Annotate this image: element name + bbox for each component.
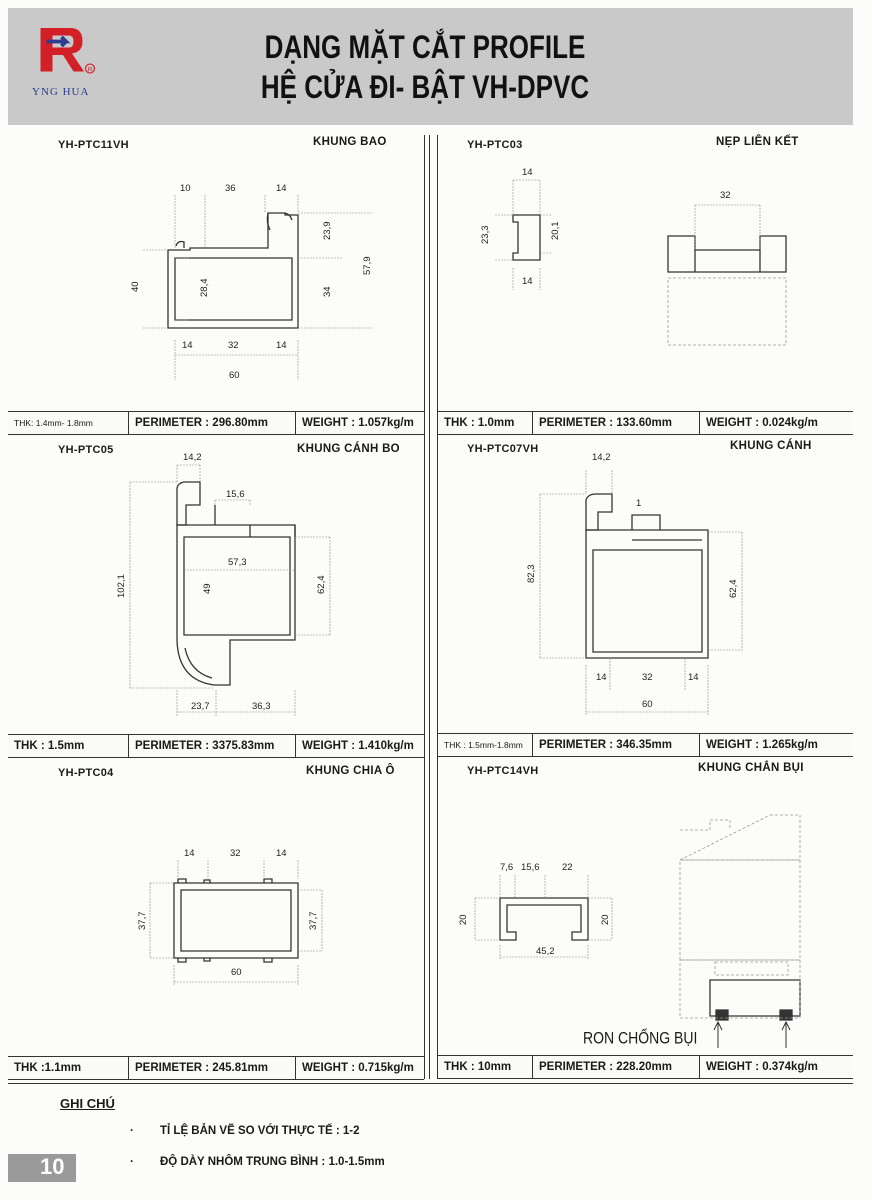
profile-code: YH-PTC03 [467,139,523,151]
dim-label: 57,9 [362,256,373,275]
perimeter: PERIMETER : 3375.83mm [129,735,296,757]
note-item: · TỈ LỆ BẢN VẼ SO VỚI THỰC TẾ : 1-2 [130,1125,360,1137]
dim-label: 15,6 [521,862,540,873]
dim-label: 10 [180,183,191,194]
profile-name: KHUNG CHẮN BỤI [698,762,804,774]
dim-label: 62,4 [316,575,327,594]
logo-text: YNG HUA [32,86,90,98]
dim-label: 14,2 [183,452,202,463]
dim-label: 60 [642,699,653,710]
dim-label: 14 [276,340,287,351]
thickness: THK: 1.4mm- 1.8mm [8,412,129,434]
dim-label: 49 [202,583,213,594]
weight: WEIGHT : 0.374kg/m [706,1061,818,1073]
profile-name: NẸP LIÊN KẾT [716,136,799,148]
thickness: THK : 1.0mm [438,412,533,434]
profile-code: YH-PTC14VH [467,765,539,777]
profile-code: YH-PTC05 [58,444,114,456]
dim-label: 82,3 [526,564,537,583]
perimeter: PERIMETER : 296.80mm [129,412,296,434]
dim-label: 36 [225,183,236,194]
thickness: THK : 10mm [438,1056,533,1078]
dim-label: 7,6 [500,862,514,873]
dim-label: 36,3 [252,701,271,712]
dim-label: 20 [600,914,611,925]
dim-label: 57,3 [228,557,247,568]
ron-label: RON CHỐNG BỤI [583,1028,698,1048]
bottom-rule [8,1083,853,1084]
dim-label: 28,4 [199,278,210,297]
profile-name: KHUNG CÁNH BO [297,443,400,455]
dim-label: 14 [182,340,193,351]
dim-label: 20 [458,914,469,925]
dim-label: 40 [130,281,141,292]
note-text: TỈ LỆ BẢN VẼ SO VỚI THỰC TẾ : 1-2 [160,1125,360,1137]
dim-label: 60 [231,967,242,978]
dim-label: 32 [230,848,241,859]
dim-label: 37,7 [137,911,148,930]
page-title-line2: HỆ CỬA ĐI- BẬT VH-DPVC [260,68,590,106]
profile-name: KHUNG BAO [313,136,387,148]
dim-label: 32 [642,672,653,683]
dim-label: 60 [229,370,240,381]
weight: WEIGHT : 0.715kg/m [302,1062,414,1074]
profile-name: KHUNG CHIA Ô [306,765,395,777]
dim-label: 14 [276,183,287,194]
dim-label: 14,2 [592,452,611,463]
dim-label: 14 [522,276,533,287]
dim-label: 45,2 [536,946,555,957]
dim-label: 62,4 [728,579,739,598]
dim-label: 22 [562,862,573,873]
dim-label: 102,1 [116,574,127,598]
weight: WEIGHT : 1.410kg/m [302,740,414,752]
dim-label: 32 [720,190,731,201]
dim-label: 23,3 [480,225,491,244]
thickness: THK : 1.5mm-1.8mm [438,734,533,756]
dim-label: 20,1 [550,221,561,240]
perimeter: PERIMETER : 346.35mm [533,734,700,756]
note-item: · ĐỘ DÀY NHÔM TRUNG BÌNH : 1.0-1.5mm [130,1156,385,1168]
profile-code: YH-PTC04 [58,767,114,779]
dim-label: 37,7 [308,911,319,930]
dim-label: 15,6 [226,489,245,500]
dim-label: 23,7 [191,701,210,712]
profile-code: YH-PTC11VH [58,139,129,151]
page-title-line1: DẠNG MẶT CẮT PROFILE [264,28,586,66]
dim-label: 14 [276,848,287,859]
dim-label: 14 [184,848,195,859]
notes-title: GHI CHÚ [60,1096,115,1111]
dim-label: 14 [522,167,533,178]
profile-name: KHUNG CÁNH [730,440,812,452]
dim-label: 32 [228,340,239,351]
perimeter: PERIMETER : 133.60mm [533,412,700,434]
thickness: THK : 1.5mm [8,735,129,757]
dim-label: 14 [596,672,607,683]
dim-label: 23,9 [322,221,333,240]
weight: WEIGHT : 1.057kg/m [302,417,414,429]
perimeter: PERIMETER : 245.81mm [129,1057,296,1079]
profile-code: YH-PTC07VH [467,443,539,455]
weight: WEIGHT : 1.265kg/m [706,739,818,751]
page-number: 10 [40,1154,65,1179]
dim-label: 1 [636,498,642,509]
spec-bar [438,1055,853,1079]
thickness: THK :1.1mm [8,1057,129,1079]
svg-text:R: R [87,66,93,74]
dim-label: 34 [322,286,333,297]
dim-label: 14 [688,672,699,683]
perimeter: PERIMETER : 228.20mm [533,1056,700,1078]
note-text: ĐỘ DÀY NHÔM TRUNG BÌNH : 1.0-1.5mm [160,1156,385,1168]
weight: WEIGHT : 0.024kg/m [706,417,818,429]
